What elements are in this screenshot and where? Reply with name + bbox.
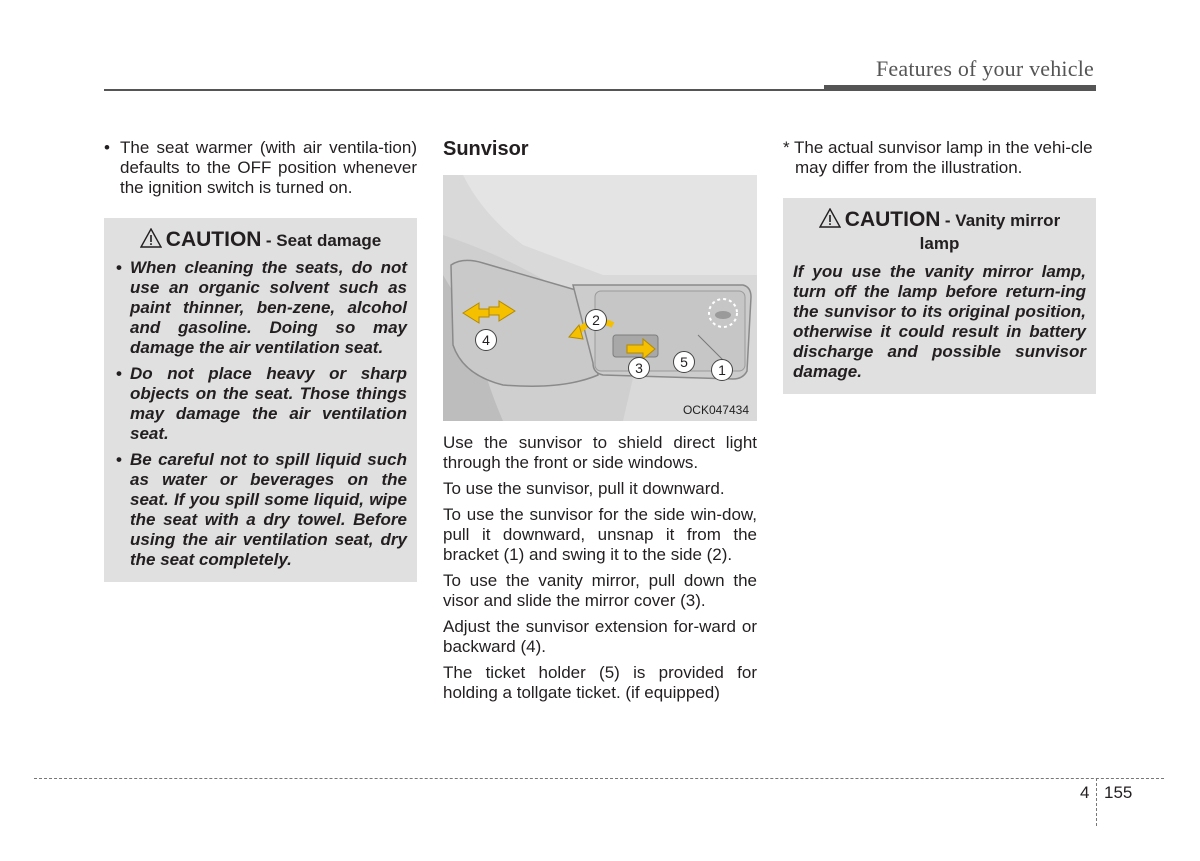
running-header: Features of your vehicle: [875, 56, 1094, 81]
caution-vanity-lamp: [783, 198, 1096, 394]
footer-divider: [1096, 778, 1097, 826]
section-number: 4: [1080, 783, 1090, 802]
illustration-note: * The actual sunvisor lamp in the vehi-cle may differ from the illustration.: [783, 138, 1093, 177]
body-paragraph: To use the sunvisor for the side win-dow, pull it downward, unsnap it from the bracket (1) and swing it to the side (2).: [443, 505, 757, 564]
callout-4: 4: [475, 329, 497, 351]
seat-warmer-text: The seat warmer (with air ventila-tion) defaults to the OFF position whenever the ignition switch is turned on.: [120, 138, 417, 197]
header-rule-accent: [824, 85, 1096, 91]
body-paragraph: Use the sunvisor to shield direct light through the front or side windows.: [443, 433, 757, 472]
section-title: Sunvisor: [443, 138, 529, 160]
caution-subtitle-line2: lamp: [919, 234, 960, 253]
warning-triangle-icon: [140, 228, 162, 248]
body-paragraph: The ticket holder (5) is provided for holding a tollgate ticket. (if equipped): [443, 663, 757, 702]
sunvisor-drawing: [443, 175, 757, 421]
callout-2: 2: [585, 309, 607, 331]
seat-warmer-bullet: [104, 138, 417, 198]
caution-item-text: When cleaning the seats, do not use an organic solvent such as paint thinner, ben-zene, alcohol and gasoline. Doing so may damage the air ventilation seat.: [130, 258, 407, 357]
caution-text: If you use the vanity mirror lamp, turn off the lamp before return-ing the sunvisor to its original position, otherwise it could result in battery discharge and possible sunvisor damage.: [793, 262, 1086, 381]
sunvisor-illustration: [443, 175, 757, 421]
page-number: 155: [1104, 783, 1133, 802]
callout-3: 3: [628, 357, 650, 379]
warning-triangle-icon: [819, 208, 841, 228]
caution-item-text: Be careful not to spill liquid such as water or beverages on the seat. If you spill some liquid, wipe the seat with a dry towel. Before using the air ventilation seat, dry the seat completely.: [130, 450, 407, 569]
column-right: [783, 138, 1096, 394]
figure-code: OCK047434: [682, 403, 749, 417]
callout-5: 5: [673, 351, 695, 373]
column-left: [104, 138, 417, 582]
body-paragraph: To use the vanity mirror, pull down the visor and slide the mirror cover (3).: [443, 571, 757, 610]
body-paragraph: To use the sunvisor, pull it downward.: [443, 479, 725, 498]
column-middle: [443, 138, 757, 709]
caution-item: • Be careful not to spill liquid such as water or beverages on the seat. If you spill some liquid, wipe the seat with a dry towel. Before using the air ventilation seat, dry the seat completely.: [116, 450, 407, 569]
caution-heading: [793, 208, 1086, 256]
caution-title: CAUTION: [844, 208, 941, 231]
footer-rule: [34, 778, 1164, 779]
body-paragraph: Adjust the sunvisor extension for-ward or backward (4).: [443, 617, 757, 656]
caution-heading: [114, 228, 407, 252]
caution-subtitle: - Vanity mirror: [944, 211, 1061, 230]
caution-item: • Do not place heavy or sharp objects on the seat. Those things may damage the air ventilation seat.: [116, 364, 407, 443]
caution-title: CAUTION: [165, 228, 262, 251]
caution-subtitle: - Seat damage: [265, 231, 382, 250]
caution-seat-damage: [104, 218, 417, 582]
bullet-dot: •: [104, 138, 110, 157]
callout-1: 1: [711, 359, 733, 381]
caution-item-text: Do not place heavy or sharp objects on the seat. Those things may damage the air ventilation seat.: [130, 364, 407, 443]
caution-item: • When cleaning the seats, do not use an organic solvent such as paint thinner, ben-zene, alcohol and gasoline. Doing so may damage the air ventilation seat.: [116, 258, 407, 357]
